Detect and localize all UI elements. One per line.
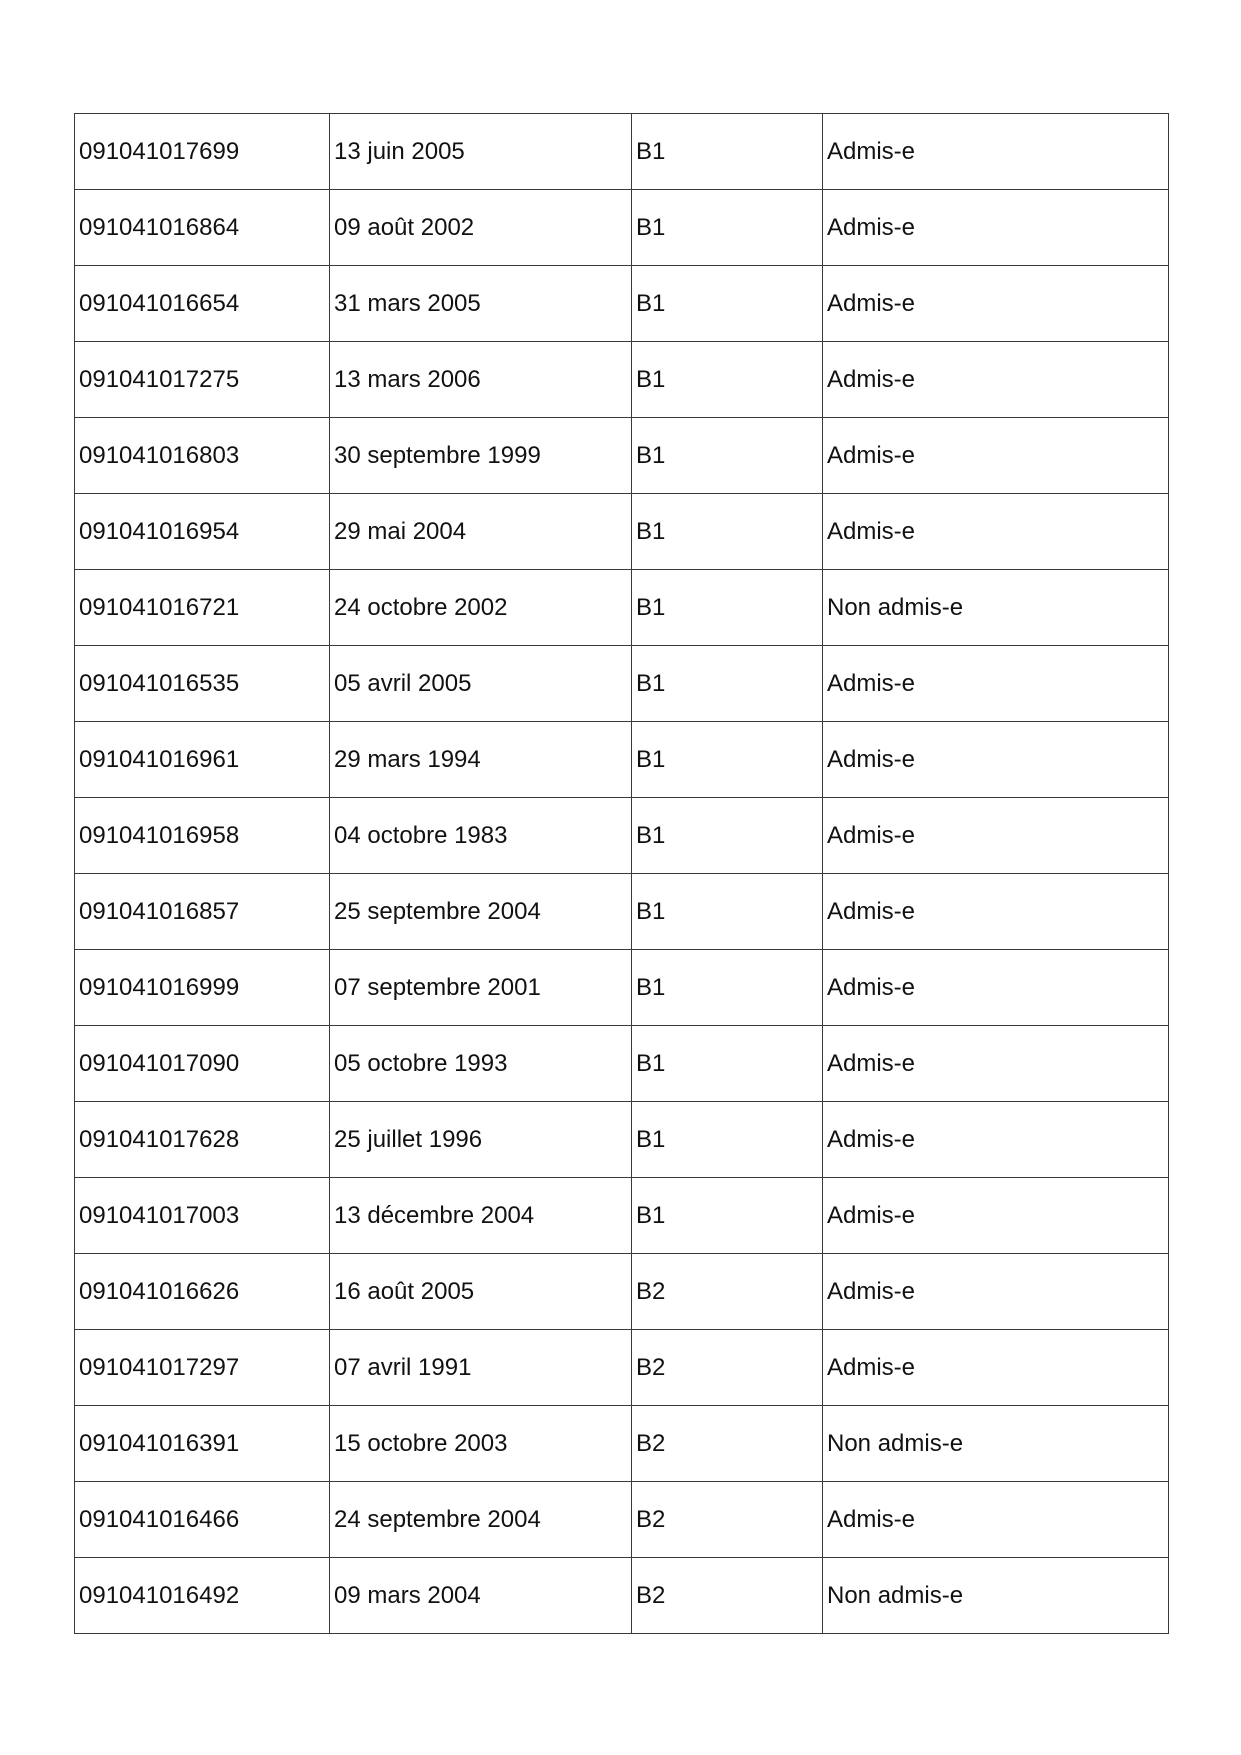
table-row — [75, 722, 1169, 798]
table-row — [75, 494, 1169, 570]
result-status-cell: Non admis-e — [823, 570, 1169, 646]
birth-date-cell: 24 octobre 2002 — [330, 570, 632, 646]
result-status-cell: Admis-e — [823, 418, 1169, 494]
table-row — [75, 266, 1169, 342]
table-row — [75, 1482, 1169, 1558]
candidate-id-cell: 091041016958 — [75, 798, 330, 874]
birth-date-cell: 24 septembre 2004 — [330, 1482, 632, 1558]
birth-date-cell: 30 septembre 1999 — [330, 418, 632, 494]
birth-date-cell: 07 avril 1991 — [330, 1330, 632, 1406]
table-row — [75, 570, 1169, 646]
level-cell: B1 — [632, 114, 823, 190]
candidate-id-cell: 091041016391 — [75, 1406, 330, 1482]
table-row — [75, 190, 1169, 266]
birth-date-cell: 07 septembre 2001 — [330, 950, 632, 1026]
table-row — [75, 798, 1169, 874]
result-status-cell: Admis-e — [823, 114, 1169, 190]
birth-date-cell: 29 mai 2004 — [330, 494, 632, 570]
candidate-id-cell: 091041017003 — [75, 1178, 330, 1254]
candidate-id-cell: 091041017628 — [75, 1102, 330, 1178]
level-cell: B2 — [632, 1558, 823, 1634]
level-cell: B1 — [632, 798, 823, 874]
candidate-id-cell: 091041016466 — [75, 1482, 330, 1558]
result-status-cell: Admis-e — [823, 646, 1169, 722]
result-status-cell: Admis-e — [823, 798, 1169, 874]
result-status-cell: Admis-e — [823, 1102, 1169, 1178]
table-row — [75, 1558, 1169, 1634]
results-table — [74, 113, 1169, 1634]
candidate-id-cell: 091041016803 — [75, 418, 330, 494]
level-cell: B2 — [632, 1482, 823, 1558]
table-row — [75, 114, 1169, 190]
birth-date-cell: 09 mars 2004 — [330, 1558, 632, 1634]
candidate-id-cell: 091041016954 — [75, 494, 330, 570]
birth-date-cell: 13 juin 2005 — [330, 114, 632, 190]
candidate-id-cell: 091041016999 — [75, 950, 330, 1026]
table-row — [75, 418, 1169, 494]
candidate-id-cell: 091041016721 — [75, 570, 330, 646]
birth-date-cell: 16 août 2005 — [330, 1254, 632, 1330]
candidate-id-cell: 091041017297 — [75, 1330, 330, 1406]
result-status-cell: Admis-e — [823, 874, 1169, 950]
candidate-id-cell: 091041016857 — [75, 874, 330, 950]
table-row — [75, 1102, 1169, 1178]
birth-date-cell: 25 septembre 2004 — [330, 874, 632, 950]
result-status-cell: Admis-e — [823, 342, 1169, 418]
table-row — [75, 950, 1169, 1026]
birth-date-cell: 13 décembre 2004 — [330, 1178, 632, 1254]
table-row — [75, 1178, 1169, 1254]
candidate-id-cell: 091041016864 — [75, 190, 330, 266]
table-row — [75, 1254, 1169, 1330]
result-status-cell: Admis-e — [823, 722, 1169, 798]
level-cell: B1 — [632, 1102, 823, 1178]
level-cell: B1 — [632, 342, 823, 418]
candidate-id-cell: 091041016654 — [75, 266, 330, 342]
result-status-cell: Non admis-e — [823, 1406, 1169, 1482]
result-status-cell: Admis-e — [823, 1178, 1169, 1254]
result-status-cell: Admis-e — [823, 950, 1169, 1026]
result-status-cell: Admis-e — [823, 494, 1169, 570]
table-row — [75, 1330, 1169, 1406]
level-cell: B1 — [632, 1178, 823, 1254]
candidate-id-cell: 091041016961 — [75, 722, 330, 798]
level-cell: B1 — [632, 190, 823, 266]
birth-date-cell: 29 mars 1994 — [330, 722, 632, 798]
birth-date-cell: 09 août 2002 — [330, 190, 632, 266]
candidate-id-cell: 091041016535 — [75, 646, 330, 722]
candidate-id-cell: 091041016492 — [75, 1558, 330, 1634]
birth-date-cell: 15 octobre 2003 — [330, 1406, 632, 1482]
candidate-id-cell: 091041017699 — [75, 114, 330, 190]
table-row — [75, 646, 1169, 722]
level-cell: B1 — [632, 950, 823, 1026]
result-status-cell: Admis-e — [823, 190, 1169, 266]
birth-date-cell: 05 avril 2005 — [330, 646, 632, 722]
result-status-cell: Admis-e — [823, 1026, 1169, 1102]
result-status-cell: Admis-e — [823, 1330, 1169, 1406]
table-row — [75, 1026, 1169, 1102]
table-row — [75, 342, 1169, 418]
birth-date-cell: 25 juillet 1996 — [330, 1102, 632, 1178]
candidate-id-cell: 091041017090 — [75, 1026, 330, 1102]
table-row — [75, 1406, 1169, 1482]
table-row — [75, 874, 1169, 950]
level-cell: B1 — [632, 570, 823, 646]
candidate-id-cell: 091041016626 — [75, 1254, 330, 1330]
level-cell: B1 — [632, 494, 823, 570]
level-cell: B1 — [632, 418, 823, 494]
birth-date-cell: 04 octobre 1983 — [330, 798, 632, 874]
level-cell: B1 — [632, 1026, 823, 1102]
result-status-cell: Admis-e — [823, 1482, 1169, 1558]
level-cell: B1 — [632, 874, 823, 950]
result-status-cell: Non admis-e — [823, 1558, 1169, 1634]
result-status-cell: Admis-e — [823, 266, 1169, 342]
candidate-id-cell: 091041017275 — [75, 342, 330, 418]
birth-date-cell: 31 mars 2005 — [330, 266, 632, 342]
level-cell: B2 — [632, 1406, 823, 1482]
result-status-cell: Admis-e — [823, 1254, 1169, 1330]
level-cell: B1 — [632, 646, 823, 722]
level-cell: B1 — [632, 266, 823, 342]
birth-date-cell: 13 mars 2006 — [330, 342, 632, 418]
level-cell: B2 — [632, 1254, 823, 1330]
level-cell: B1 — [632, 722, 823, 798]
birth-date-cell: 05 octobre 1993 — [330, 1026, 632, 1102]
level-cell: B2 — [632, 1330, 823, 1406]
